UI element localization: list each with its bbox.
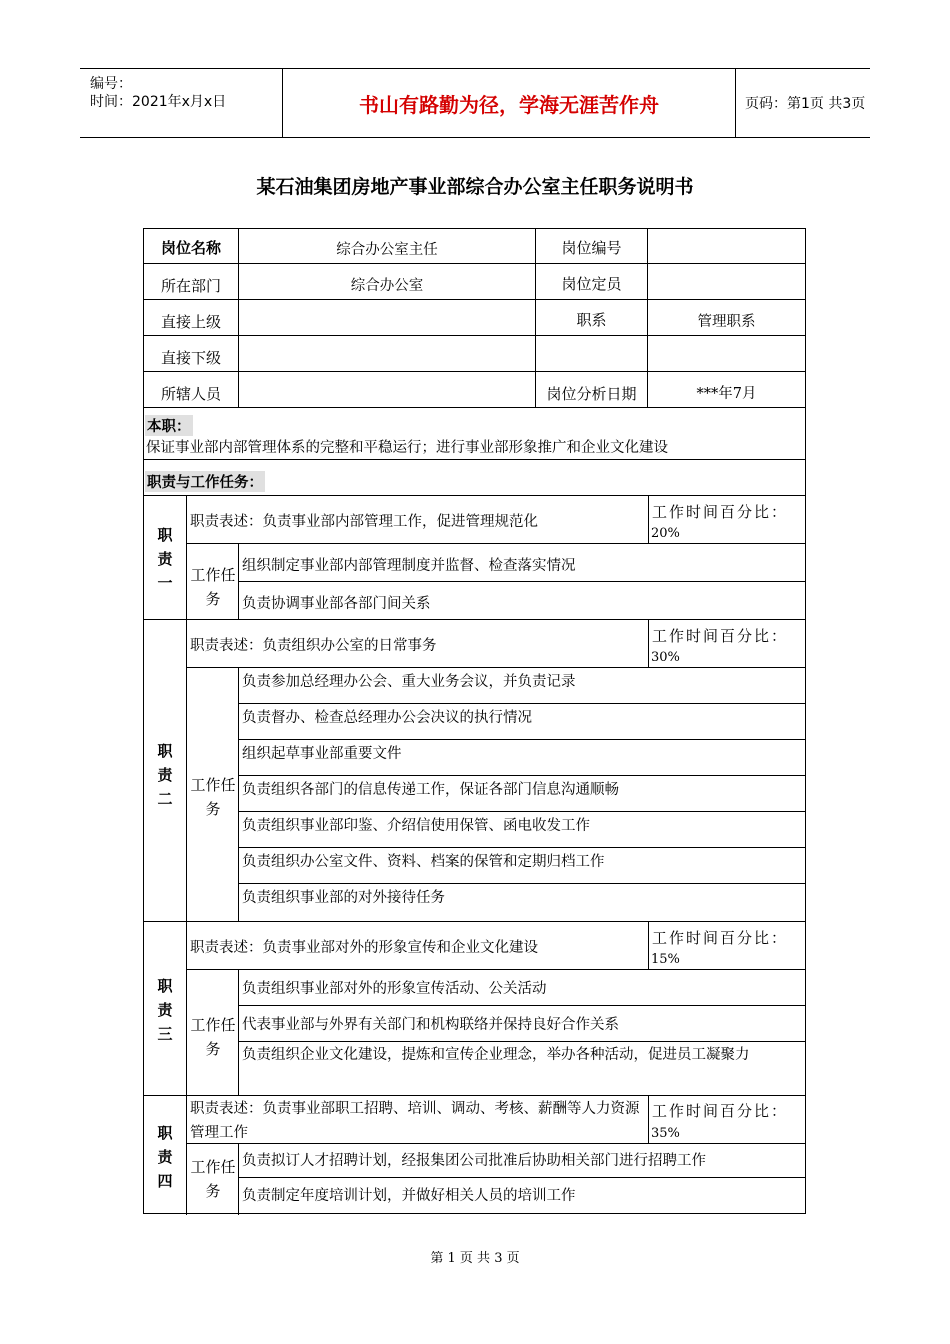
time-label: 时间：2021年x月x日 bbox=[90, 94, 227, 110]
responsibility-2-task-3: 组织起草事业部重要文件 bbox=[242, 746, 402, 762]
responsibility-2-pct: 30% bbox=[651, 650, 680, 665]
superior-label: 直接上级 bbox=[160, 313, 221, 331]
responsibility-3-name: 职 责 三 bbox=[157, 977, 173, 1043]
page-header bbox=[80, 68, 870, 138]
responsibility-4-pct-label: 工作时间百分比： bbox=[652, 1102, 789, 1120]
post-no-label: 岗位编号 bbox=[561, 239, 622, 257]
date-value: ***年7月 bbox=[696, 386, 757, 402]
document-title: 某石油集团房地产事业部综合办公室主任职务说明书 bbox=[256, 176, 694, 198]
dept-label: 所在部门 bbox=[160, 277, 221, 295]
responsibility-4-task-2: 负责制定年度培训计划，并做好相关人员的培训工作 bbox=[242, 1188, 576, 1204]
responsibility-2-task-7: 负责组织事业部的对外接待任务 bbox=[242, 890, 445, 906]
series-label: 职系 bbox=[576, 311, 607, 329]
responsibility-2-name: 职 责 二 bbox=[157, 742, 173, 808]
responsibility-1-task-2: 负责协调事业部各部门间关系 bbox=[242, 596, 431, 612]
responsibility-3-pct-label: 工作时间百分比： bbox=[652, 929, 789, 947]
responsibility-2-task-5: 负责组织事业部印鉴、介绍信使用保管、函电收发工作 bbox=[242, 818, 590, 834]
responsibility-1-task-1: 组织制定事业部内部管理制度并监督、检查落实情况 bbox=[242, 558, 576, 574]
responsibility-1-pct: 20% bbox=[651, 526, 680, 541]
responsibility-1-name: 职 责 一 bbox=[157, 526, 173, 592]
responsibility-3-desc: 职责表述：负责事业部对外的形象宣传和企业文化建设 bbox=[190, 940, 538, 956]
responsibility-2-task-2: 负责督办、检查总经理办公会决议的执行情况 bbox=[242, 710, 532, 726]
date-label: 岗位分析日期 bbox=[546, 385, 637, 403]
responsibility-2-task-4: 负责组织各部门的信息传递工作，保证各部门信息沟通顺畅 bbox=[242, 782, 619, 798]
job-description-table bbox=[143, 228, 806, 1214]
subordinate-label: 直接下级 bbox=[160, 349, 221, 367]
post-name-value: 综合办公室主任 bbox=[336, 242, 438, 258]
responsibility-3-task-label: 工作任务 bbox=[190, 1016, 236, 1058]
responsibility-3-task-3: 负责组织企业文化建设，提炼和宣传企业理念，举办各种活动，促进员工凝聚力 bbox=[242, 1047, 750, 1063]
header-meta bbox=[80, 69, 282, 137]
responsibility-2-task-label: 工作任务 bbox=[190, 776, 236, 818]
responsibility-4-name: 职 责 四 bbox=[157, 1124, 173, 1190]
responsibility-3-task-1: 负责组织事业部对外的形象宣传活动、公关活动 bbox=[242, 981, 547, 997]
responsibility-1-desc: 职责表述：负责事业部内部管理工作，促进管理规范化 bbox=[190, 514, 538, 530]
page-footer: 第 1 页 共 3 页 bbox=[430, 1251, 520, 1266]
responsibility-3-pct: 15% bbox=[651, 952, 680, 967]
responsibility-4-pct: 35% bbox=[651, 1126, 680, 1141]
duty-text: 保证事业部内部管理体系的完整和平稳运行；进行事业部形象推广和企业文化建设 bbox=[146, 440, 668, 456]
responsibility-4-task-label: 工作任务 bbox=[190, 1158, 236, 1200]
responsibility-3-task-2: 代表事业部与外界有关部门和机构联络并保持良好合作关系 bbox=[242, 1017, 619, 1033]
responsibility-2-task-6: 负责组织办公室文件、资料、档案的保管和定期归档工作 bbox=[242, 854, 605, 870]
motto: 书山有路勤为径，学海无涯苦作舟 bbox=[282, 69, 736, 137]
series-value: 管理职系 bbox=[697, 314, 756, 330]
responsibility-2-pct-label: 工作时间百分比： bbox=[652, 627, 789, 645]
responsibilities-label: 职责与工作任务： bbox=[145, 471, 265, 492]
page-label: 页码：第1页 共3页 bbox=[745, 96, 866, 112]
responsibility-2-desc: 职责表述：负责组织办公室的日常事务 bbox=[190, 638, 437, 654]
responsibility-4-desc: 职责表述：负责事业部职工招聘、培训、调动、考核、薪酬等人力资源管理工作 bbox=[190, 1101, 640, 1141]
responsibility-4-task-1: 负责拟订人才招聘计划，经报集团公司批准后协助相关部门进行招聘工作 bbox=[242, 1153, 706, 1169]
responsibility-2-task-1: 负责参加总经理办公会、重大业务会议，并负责记录 bbox=[242, 674, 576, 690]
post-name-label: 岗位名称 bbox=[160, 239, 221, 257]
responsibility-1-pct-label: 工作时间百分比： bbox=[652, 503, 789, 521]
code-label: 编号： bbox=[90, 76, 132, 92]
duty-label: 本职： bbox=[145, 415, 193, 436]
quota-label: 岗位定员 bbox=[561, 275, 622, 293]
responsibility-1-task-label: 工作任务 bbox=[190, 566, 236, 608]
staff-label: 所辖人员 bbox=[160, 385, 221, 403]
dept-value: 综合办公室 bbox=[350, 278, 424, 294]
